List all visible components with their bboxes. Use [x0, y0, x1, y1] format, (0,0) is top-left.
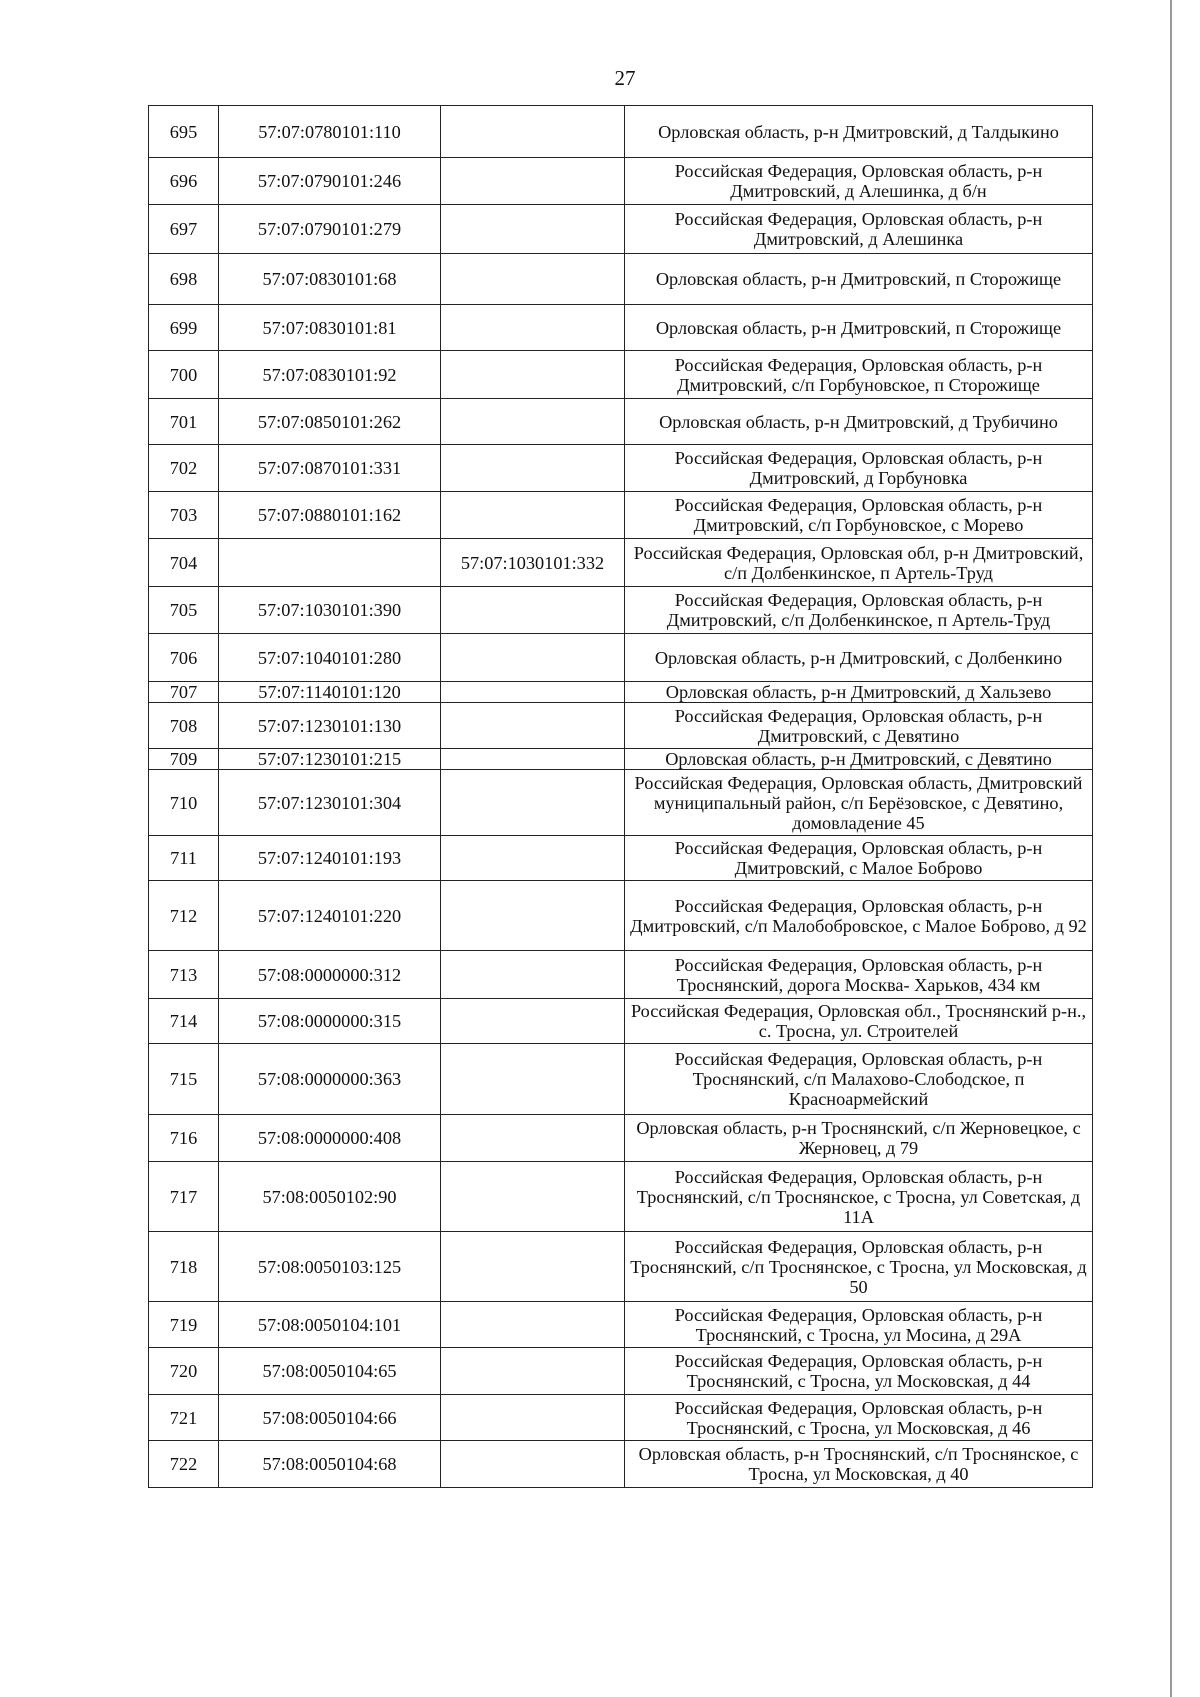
row-number-cell: 705 [149, 587, 219, 634]
cadastral-number-cell: 57:07:1230101:304 [219, 770, 441, 836]
cadastral-number-alt-cell [441, 1044, 625, 1115]
cadastral-number-cell: 57:08:0050104:66 [219, 1395, 441, 1441]
cadastral-number-alt-cell [441, 951, 625, 999]
row-number-cell: 717 [149, 1162, 219, 1232]
address-cell: Российская Федерация, Орловская область, р-н Троснянский, с/п Малахово-Слободское, п Красноармейский [625, 1044, 1093, 1115]
cadastral-number-alt-cell [441, 1395, 625, 1441]
table-row [149, 1395, 1093, 1441]
cadastral-number-cell: 57:08:0000000:312 [219, 951, 441, 999]
address-cell: Российская Федерация, Орловская область, р-н Троснянский, с Тросна, ул Московская, д 46 [625, 1395, 1093, 1441]
address-cell: Российская Федерация, Орловская область, р-н Дмитровский, с/п Горбуновское, с Морево [625, 492, 1093, 539]
table-row [149, 1232, 1093, 1302]
address-cell: Российская Федерация, Орловская область, р-н Троснянский, дорога Москва- Харьков, 434 км [625, 951, 1093, 999]
cadastral-number-alt-cell [441, 881, 625, 951]
row-number-cell: 716 [149, 1115, 219, 1162]
cadastral-number-cell: 57:08:0000000:363 [219, 1044, 441, 1115]
cadastral-number-cell: 57:07:0790101:246 [219, 158, 441, 205]
cadastral-number-cell: 57:07:0850101:262 [219, 399, 441, 445]
address-cell: Российская Федерация, Орловская область, р-н Троснянский, с Тросна, ул Мосина, д 29А [625, 1302, 1093, 1348]
address-cell: Орловская область, р-н Дмитровский, с Девятино [625, 749, 1093, 770]
row-number-cell: 710 [149, 770, 219, 836]
row-number-cell: 701 [149, 399, 219, 445]
cadastral-number-alt-cell [441, 587, 625, 634]
table-row [149, 1302, 1093, 1348]
cadastral-number-alt-cell [441, 351, 625, 399]
cadastral-number-cell: 57:08:0050104:68 [219, 1441, 441, 1488]
row-number-cell: 706 [149, 634, 219, 682]
row-number-cell: 697 [149, 205, 219, 254]
cadastral-number-alt-cell [441, 682, 625, 703]
address-cell: Российская Федерация, Орловская область, р-н Дмитровский, с/п Долбенкинское, п Артель-Труд [625, 587, 1093, 634]
table-row [149, 749, 1093, 770]
cadastral-number-alt-cell [441, 749, 625, 770]
table-row [149, 703, 1093, 749]
address-cell: Российская Федерация, Орловская область, р-н Дмитровский, д Алешинка, д б/н [625, 158, 1093, 205]
address-cell: Российская Федерация, Орловская область, р-н Дмитровский, с Малое Боброво [625, 836, 1093, 881]
cadastral-number-cell: 57:07:1040101:280 [219, 634, 441, 682]
cadastral-number-alt-cell [441, 1115, 625, 1162]
table-body [149, 106, 1093, 1488]
cadastral-number-cell: 57:07:1030101:390 [219, 587, 441, 634]
cadastral-number-alt-cell: 57:07:1030101:332 [441, 539, 625, 587]
address-cell: Орловская область, р-н Дмитровский, п Сторожище [625, 254, 1093, 305]
cadastral-number-cell: 57:07:0870101:331 [219, 445, 441, 492]
row-number-cell: 699 [149, 305, 219, 351]
cadastral-number-cell: 57:07:0790101:279 [219, 205, 441, 254]
table-row [149, 1348, 1093, 1395]
address-cell: Российская Федерация, Орловская область, р-н Дмитровский, д Алешинка [625, 205, 1093, 254]
cadastral-number-cell: 57:08:0050102:90 [219, 1162, 441, 1232]
address-cell: Орловская область, р-н Дмитровский, д Хальзево [625, 682, 1093, 703]
row-number-cell: 709 [149, 749, 219, 770]
address-cell: Орловская область, р-н Дмитровский, д Трубичино [625, 399, 1093, 445]
cadastral-number-alt-cell [441, 399, 625, 445]
cadastral-number-alt-cell [441, 836, 625, 881]
row-number-cell: 702 [149, 445, 219, 492]
cadastral-number-alt-cell [441, 1348, 625, 1395]
address-cell: Российская Федерация, Орловская область, Дмитровский муниципальный район, с/п Берёзовское, с Девятино, домовладение 45 [625, 770, 1093, 836]
table-row [149, 205, 1093, 254]
row-number-cell: 711 [149, 836, 219, 881]
cadastral-number-alt-cell [441, 445, 625, 492]
row-number-cell: 713 [149, 951, 219, 999]
scan-edge-line [1170, 0, 1172, 1697]
address-cell: Российская Федерация, Орловская область, р-н Дмитровский, д Горбуновка [625, 445, 1093, 492]
registry-table-container [148, 105, 1092, 1488]
row-number-cell: 696 [149, 158, 219, 205]
row-number-cell: 712 [149, 881, 219, 951]
row-number-cell: 718 [149, 1232, 219, 1302]
row-number-cell: 721 [149, 1395, 219, 1441]
table-row [149, 305, 1093, 351]
table-row [149, 1441, 1093, 1488]
cadastral-number-alt-cell [441, 634, 625, 682]
cadastral-number-alt-cell [441, 703, 625, 749]
cadastral-number-cell: 57:07:0830101:81 [219, 305, 441, 351]
cadastral-number-cell: 57:07:0830101:92 [219, 351, 441, 399]
registry-table [148, 105, 1093, 1488]
cadastral-number-cell: 57:07:1230101:215 [219, 749, 441, 770]
table-row [149, 254, 1093, 305]
address-cell: Российская Федерация, Орловская обл., Троснянский р-н., с. Тросна, ул. Строителей [625, 999, 1093, 1044]
address-cell: Орловская область, р-н Троснянский, с/п Жерновецкое, с Жерновец, д 79 [625, 1115, 1093, 1162]
cadastral-number-cell: 57:07:1230101:130 [219, 703, 441, 749]
address-cell: Российская Федерация, Орловская область, р-н Дмитровский, с/п Горбуновское, п Сторожище [625, 351, 1093, 399]
address-cell: Орловская область, р-н Троснянский, с/п Троснянское, с Тросна, ул Московская, д 40 [625, 1441, 1093, 1488]
table-row [149, 881, 1093, 951]
table-row [149, 539, 1093, 587]
table-row [149, 351, 1093, 399]
cadastral-number-alt-cell [441, 770, 625, 836]
cadastral-number-alt-cell [441, 106, 625, 158]
row-number-cell: 704 [149, 539, 219, 587]
row-number-cell: 715 [149, 1044, 219, 1115]
address-cell: Российская Федерация, Орловская обл, р-н Дмитровский, с/п Долбенкинское, п Артель-Труд [625, 539, 1093, 587]
cadastral-number-cell: 57:07:1240101:193 [219, 836, 441, 881]
cadastral-number-cell: 57:07:0880101:162 [219, 492, 441, 539]
table-row [149, 158, 1093, 205]
table-row [149, 492, 1093, 539]
row-number-cell: 703 [149, 492, 219, 539]
cadastral-number-alt-cell [441, 1302, 625, 1348]
address-cell: Российская Федерация, Орловская область, р-н Троснянский, с/п Троснянское, с Тросна, ул Московская, д 50 [625, 1232, 1093, 1302]
cadastral-number-cell: 57:07:0830101:68 [219, 254, 441, 305]
table-row [149, 1044, 1093, 1115]
cadastral-number-cell: 57:08:0050104:65 [219, 1348, 441, 1395]
row-number-cell: 695 [149, 106, 219, 158]
cadastral-number-cell: 57:08:0000000:315 [219, 999, 441, 1044]
cadastral-number-alt-cell [441, 1232, 625, 1302]
table-row [149, 634, 1093, 682]
row-number-cell: 719 [149, 1302, 219, 1348]
cadastral-number-alt-cell [441, 205, 625, 254]
cadastral-number-alt-cell [441, 1441, 625, 1488]
row-number-cell: 700 [149, 351, 219, 399]
table-row [149, 682, 1093, 703]
address-cell: Российская Федерация, Орловская область, р-н Дмитровский, с/п Малобобровское, с Малое Боброво, д 92 [625, 881, 1093, 951]
address-cell: Орловская область, р-н Дмитровский, п Сторожище [625, 305, 1093, 351]
table-row [149, 587, 1093, 634]
address-cell: Орловская область, р-н Дмитровский, с Долбенкино [625, 634, 1093, 682]
row-number-cell: 720 [149, 1348, 219, 1395]
cadastral-number-alt-cell [441, 158, 625, 205]
table-row [149, 951, 1093, 999]
table-row [149, 106, 1093, 158]
address-cell: Российская Федерация, Орловская область, р-н Дмитровский, с Девятино [625, 703, 1093, 749]
row-number-cell: 708 [149, 703, 219, 749]
cadastral-number-cell: 57:08:0050103:125 [219, 1232, 441, 1302]
table-row [149, 999, 1093, 1044]
table-row [149, 399, 1093, 445]
row-number-cell: 698 [149, 254, 219, 305]
table-row [149, 770, 1093, 836]
cadastral-number-cell: 57:07:1140101:120 [219, 682, 441, 703]
row-number-cell: 707 [149, 682, 219, 703]
cadastral-number-alt-cell [441, 254, 625, 305]
address-cell: Российская Федерация, Орловская область, р-н Троснянский, с/п Троснянское, с Тросна, ул Советская, д 11А [625, 1162, 1093, 1232]
cadastral-number-cell: 57:08:0000000:408 [219, 1115, 441, 1162]
cadastral-number-alt-cell [441, 492, 625, 539]
cadastral-number-cell: 57:07:1240101:220 [219, 881, 441, 951]
cadastral-number-alt-cell [441, 1162, 625, 1232]
table-row [149, 445, 1093, 492]
address-cell: Российская Федерация, Орловская область, р-н Троснянский, с Тросна, ул Московская, д 44 [625, 1348, 1093, 1395]
table-row [149, 1162, 1093, 1232]
table-row [149, 1115, 1093, 1162]
cadastral-number-alt-cell [441, 305, 625, 351]
cadastral-number-cell: 57:08:0050104:101 [219, 1302, 441, 1348]
cadastral-number-cell [219, 539, 441, 587]
cadastral-number-alt-cell [441, 999, 625, 1044]
address-cell: Орловская область, р-н Дмитровский, д Талдыкино [625, 106, 1093, 158]
row-number-cell: 722 [149, 1441, 219, 1488]
page-number: 27 [614, 66, 636, 90]
row-number-cell: 714 [149, 999, 219, 1044]
table-row [149, 836, 1093, 881]
cadastral-number-cell: 57:07:0780101:110 [219, 106, 441, 158]
